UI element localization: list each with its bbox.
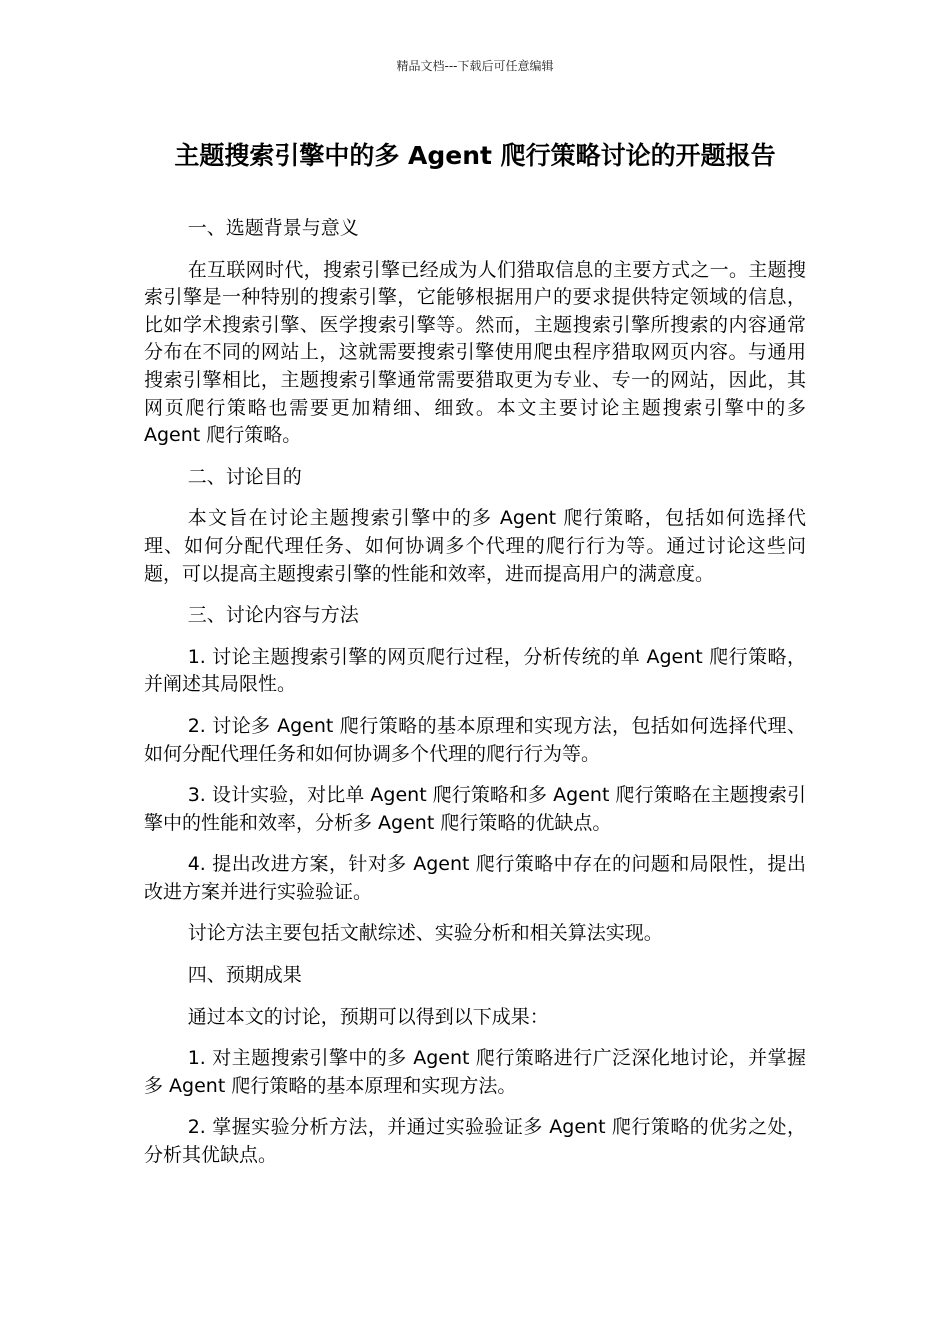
list-item-content-4: 4. 提出改进方案，针对多 Agent 爬行策略中存在的问题和局限性，提出改进方案并进行实验验证。 (144, 853, 806, 903)
list-item-expected-1: 1. 对主题搜索引擎中的多 Agent 爬行策略进行广泛深化地讨论，并掌握多 Agent 爬行策略的基本原理和实现方法。 (144, 1047, 806, 1097)
list-item-content-2: 2. 讨论多 Agent 爬行策略的基本原理和实现方法，包括如何选择代理、如何分配代理任务和如何协调多个代理的爬行行为等。 (144, 714, 806, 765)
paragraph-purpose: 本文旨在讨论主题搜索引擎中的多 Agent 爬行策略，包括如何选择代理、如何分配代理任务、如何协调多个代理的爬行行为等。通过讨论这些问题，可以提高主题搜索引擎的性能和效率，进而提高用户的满意度。 (144, 507, 806, 585)
section-heading-expected-results: 四、预期成果 (187, 964, 302, 987)
document-title: 主题搜索引擎中的多 Agent 爬行策略讨论的开题报告 (174, 141, 776, 170)
section-heading-background: 一、选题背景与意义 (187, 217, 359, 239)
document-body (144, 215, 806, 1184)
section-heading-purpose: 二、讨论目的 (187, 465, 302, 488)
list-item-expected-2: 2. 掌握实验分析方法，并通过实验验证多 Agent 爬行策略的优劣之处，分析其优缺点。 (144, 1116, 806, 1167)
paragraph-background: 在互联网时代，搜索引擎已经成为人们猎取信息的主要方式之一。主题搜索引擎是一种特别的搜索引擎，它能够根据用户的要求提供特定领域的信息，比如学术搜索引擎、医学搜索引擎等。然而，主题搜索引擎所搜索的内容通常分布在不同的网站上，这就需要搜索引擎使用爬虫程序猎取网页内容。与通用搜索引擎相比，主题搜索引擎通常需要猎取更为专业、专一的网站，因此，其网页爬行策略也需要更加精细、细致。本文主要讨论主题搜索引擎中的多 Agent 爬行策略。 (144, 258, 806, 447)
list-item-content-1: 1. 讨论主题搜索引擎的网页爬行过程，分析传统的单 Agent 爬行策略，并阐述其局限性。 (144, 645, 806, 696)
paragraph-method: 讨论方法主要包括文献综述、实验分析和相关算法实现。 (187, 922, 663, 945)
list-item-content-3: 3. 设计实验，对比单 Agent 爬行策略和多 Agent 爬行策略在主题搜索引擎中的性能和效率，分析多 Agent 爬行策略的优缺点。 (144, 784, 806, 834)
page-header: 精品文档---下载后可任意编辑 (396, 59, 554, 73)
section-heading-content-method: 三、讨论内容与方法 (187, 604, 359, 627)
paragraph-expected-intro: 通过本文的讨论，预期可以得到以下成果： (187, 1005, 549, 1028)
